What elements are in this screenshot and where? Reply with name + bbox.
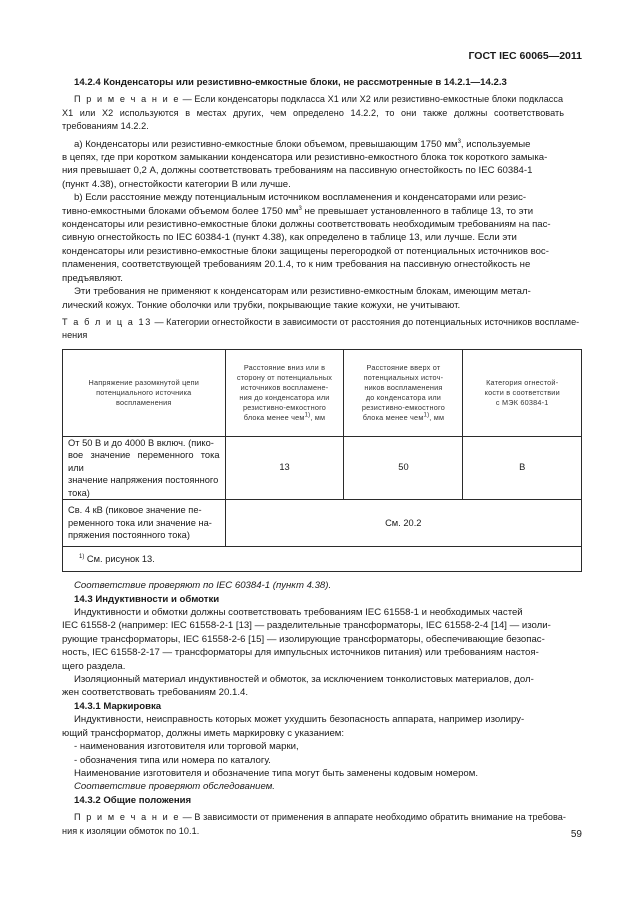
text-line: предъявляют. bbox=[62, 272, 123, 284]
header-line: воспламенения bbox=[115, 397, 172, 407]
header-distance-up bbox=[344, 349, 463, 436]
item-a-text: a) Конденсаторы или резистивно-емкостные блоки объемом, превышающим 1750 мм bbox=[74, 138, 458, 150]
list-item: - наименования изготовителя или торговой марки, bbox=[74, 741, 299, 753]
text-line: жен соответствовать требованиям 20.1.4. bbox=[62, 687, 249, 699]
note-label: П р и м е ч а н и е bbox=[74, 812, 181, 823]
section-14-3-2-title: 14.3.2 Общие положения bbox=[74, 794, 192, 806]
row1-category-cell: B bbox=[463, 436, 582, 500]
table-caption bbox=[62, 316, 583, 329]
row1-down-cell: 13 bbox=[225, 436, 344, 500]
header-text: блока менее чем bbox=[243, 412, 305, 422]
note-label: П р и м е ч а н и е bbox=[74, 94, 181, 105]
paragraph: Наименование изготовителя и обозначение типа могут быть заменены кодовым номером. bbox=[74, 767, 479, 779]
footnote-ref: 1) bbox=[423, 412, 430, 419]
header-unit: , мм bbox=[429, 412, 445, 422]
header-line: резистивно-емкостного bbox=[242, 402, 327, 412]
superscript: 3 bbox=[457, 138, 461, 145]
table-caption-text: — Категории огнестойкости в зависимости от расстояния до потенциальных источников воспламе- bbox=[151, 316, 580, 327]
row1-voltage-cell bbox=[63, 436, 226, 500]
paragraph-c: Эти требования не применяют к конденсаторам или резистивно-емкостным блокам, имеющим метал- bbox=[74, 286, 531, 298]
table-row bbox=[63, 500, 582, 547]
table-13 bbox=[62, 349, 582, 573]
compliance-14-3-1: Соответствие проверяют обследованием. bbox=[74, 781, 275, 793]
note-line: требованиям 14.2.2. bbox=[62, 121, 149, 132]
header-text: блока менее чем bbox=[362, 412, 424, 422]
row2-value-cell: См. 20.2 bbox=[225, 500, 581, 547]
section-14-3-title: 14.3 Индуктивности и обмотки bbox=[74, 593, 220, 605]
note-text: — В зависимости от применения в аппарате необходимо обратить внимание на требова- bbox=[180, 812, 566, 823]
item-a-text: , используемые bbox=[460, 138, 531, 150]
text-line: конденсаторы или резистивно-емкостные блоки защищены перегородкой от потенциальных источников вос- bbox=[62, 245, 549, 257]
document-body bbox=[62, 76, 583, 838]
item-b-text: тивно-емкостными блоками объемом более 1750 мм bbox=[62, 205, 299, 217]
text-line: лический кожух. Тонкие оболочки или трубки, покрывающие такие кожухи, не учитывают. bbox=[62, 299, 461, 311]
header-unit: , мм bbox=[310, 412, 326, 422]
header-line: потенциального источника bbox=[96, 387, 192, 397]
table-footnote bbox=[63, 547, 582, 572]
header-line: с МЭК 60384-1 bbox=[495, 397, 549, 407]
header-line: ния до конденсатора или bbox=[239, 392, 330, 402]
text-line: в цепях, где при коротком замыкании конденсатора или резистивно-емкостного блока ток короткого замыка- bbox=[62, 152, 548, 164]
cell-line: От 50 В и до 4000 В включ. (пико- bbox=[68, 437, 214, 448]
row1-up-cell: 50 bbox=[344, 436, 463, 500]
compliance-14-2-4: Соответствие проверяют по IEC 60384-1 (пункт 4.38). bbox=[74, 580, 332, 592]
list-item: - обозначения типа или номера по каталогу. bbox=[74, 754, 271, 766]
header-line bbox=[231, 413, 339, 423]
footnote-ref: 1) bbox=[304, 412, 311, 419]
row2-voltage-cell bbox=[63, 500, 226, 547]
item-a bbox=[62, 138, 583, 151]
header-distance-down bbox=[225, 349, 344, 436]
header-line: Напряжение разомкнутой цепи bbox=[88, 377, 200, 387]
note-14-2-4 bbox=[62, 93, 583, 106]
item-b-text: не превышает установленного в таблице 13, то эти bbox=[301, 205, 534, 217]
text-line: ющий трансформатор, должны иметь маркировку с указанием: bbox=[62, 727, 345, 739]
item-b: b) Если расстояние между потенциальным источником воспламенения и конденсаторами или резис- bbox=[74, 192, 527, 204]
header-line: потенциальных источ- bbox=[363, 372, 444, 382]
text-line: (пункт 4.38), огнестойкости категории В или лучше. bbox=[62, 178, 291, 190]
table-caption-line: нения bbox=[62, 330, 88, 341]
text-line: сивную огнестойкость по IEC 60384-1 (пункт 4.38), как определено в таблице 13, или лучше. Если эти bbox=[62, 232, 517, 244]
note-14-3-2 bbox=[62, 811, 583, 824]
header-line: сторону от потенциальных bbox=[236, 372, 333, 382]
cell-line: значение напряжения постоянного bbox=[68, 475, 219, 486]
cell-line: тока) bbox=[68, 487, 90, 498]
note-text: — Если конденсаторы подкласса X1 или X2 или резистивно-емкостные блоки подкласса bbox=[180, 94, 564, 105]
page-number: 59 bbox=[570, 829, 582, 840]
superscript: 3 bbox=[298, 205, 302, 212]
header-voltage bbox=[63, 349, 226, 436]
paragraph: Индуктивности и обмотки должны соответствовать требованиям IEC 61558-1 и необходимых частей bbox=[74, 607, 523, 619]
standard-header: ГОСТ IEC 60065—2011 bbox=[468, 50, 582, 62]
header-line: Категория огнестой- bbox=[486, 377, 559, 387]
footnote-text: См. рисунок 13. bbox=[84, 553, 155, 564]
paragraph: Изоляционный материал индуктивностей и обмоток, за исключением тонколистовых материалов, дол- bbox=[74, 674, 534, 686]
header-line: резистивно-емкостного bbox=[361, 402, 445, 412]
text-line: IEC 61558-2 (например: IEC 61558-2-1 [13] — разделительные трансформаторы, IEC 61558-2-4 [14] — изоли- bbox=[62, 620, 551, 632]
cell-line: вое значение переменного тока или bbox=[68, 450, 220, 473]
table-caption-label: Т а б л и ц а 13 bbox=[62, 316, 152, 327]
paragraph: Индуктивности, неисправность которых может ухудшить безопасность аппарата, например изолиру- bbox=[74, 714, 525, 726]
header-line bbox=[349, 413, 457, 423]
text-line: щего раздела. bbox=[62, 660, 126, 672]
header-line: Расстояние вверх от bbox=[366, 362, 441, 372]
section-14-2-4-title: 14.2.4 Конденсаторы или резистивно-емкостные блоки, не рассмотренные в 14.2.1—14.2.3 bbox=[74, 77, 507, 88]
text-line: конденсаторы или резистивно-емкостные блоки должны соответствовать необходимым требованиям на пас- bbox=[62, 219, 551, 231]
table-header-row bbox=[63, 349, 582, 436]
header-line: источников воспламене- bbox=[240, 382, 329, 392]
header-line: кости в соответствии bbox=[484, 387, 560, 397]
cell-line: ременного тока или значение на- bbox=[68, 517, 212, 528]
note-line: X1 или X2 используются в местах других, чем определено 14.2.2, то они также должны соответствовать bbox=[62, 107, 564, 118]
table-footnote-row bbox=[63, 547, 582, 572]
header-line: ников воспламенения bbox=[364, 382, 443, 392]
footnote-mark: 1) bbox=[79, 553, 85, 560]
text-line: пламенения, соответствующей требованиям 20.1.4, то к ним требования на пассивную огнестойкость не bbox=[62, 259, 531, 271]
cell-line: пряжения постоянного тока) bbox=[68, 530, 190, 541]
header-line: до конденсатора или bbox=[365, 392, 442, 402]
header-category bbox=[463, 349, 582, 436]
text-line bbox=[62, 205, 583, 218]
section-14-3-1-title: 14.3.1 Маркировка bbox=[74, 700, 162, 712]
header-line: Расстояние вниз или в bbox=[243, 362, 326, 372]
text-line: рующие трансформаторы, IEC 61558-2-6 [15] — изолирующие трансформаторы, обеспечивающие безопас- bbox=[62, 633, 545, 645]
table-row bbox=[63, 436, 582, 500]
text-line: ность, IEC 61558-2-17 — трансформаторы для импульсных источников питания) или требованиям настоя- bbox=[62, 647, 539, 659]
text-line: ния превышает 0,2 А, должны соответствовать требованиям на пассивную огнестойкость по IEC 60384-1 bbox=[62, 165, 533, 177]
note-line: ния к изоляции обмоток по 10.1. bbox=[62, 825, 200, 836]
cell-line: Св. 4 кВ (пиковое значение пе- bbox=[68, 505, 202, 516]
